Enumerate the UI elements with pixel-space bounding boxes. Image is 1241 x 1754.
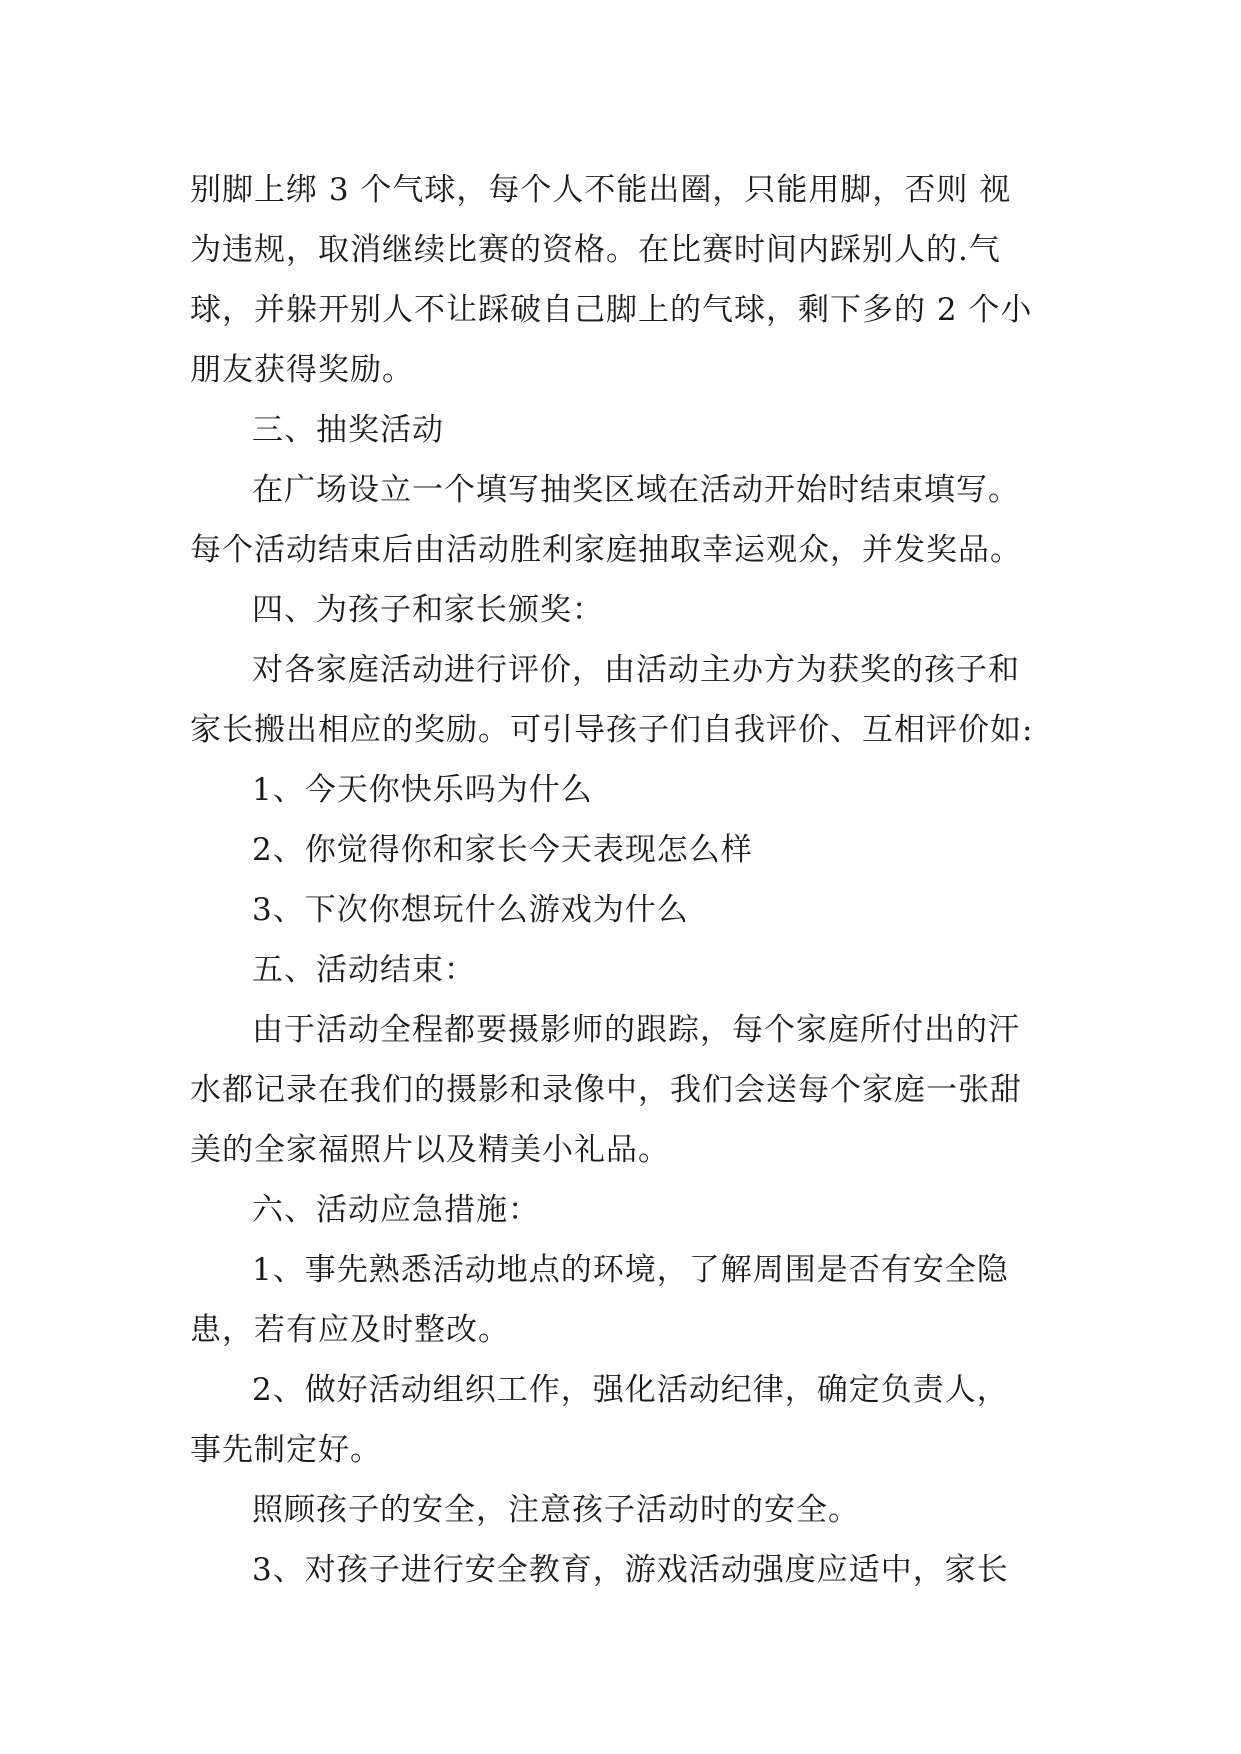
paragraph-line: 家长搬出相应的奖励。可引导孩子们自我评价、互相评价如: [190, 712, 1034, 748]
document-body [190, 160, 1070, 1600]
paragraph-line: 水都记录在我们的摄影和录像中，我们会送每个家庭一张甜 [190, 1072, 1022, 1108]
paragraph-line: 球，并躲开别人不让踩破自己脚上的气球，剩下多的 2 个小 [190, 292, 1033, 328]
list-item: 3、下次你想玩什么游戏为什么 [252, 892, 689, 928]
paragraph-line: 为违规，取消继续比赛的资格。在比赛时间内踩别人的.气 [190, 232, 1001, 268]
paragraph-line: 在广场设立一个填写抽奖区域在活动开始时结束填写。 [252, 472, 1020, 508]
list-item: 1、事先熟悉活动地点的环境，了解周围是否有安全隐 [252, 1252, 1009, 1288]
list-item: 2、你觉得你和家长今天表现怎么样 [252, 832, 753, 868]
paragraph-line: 朋友获得奖励。 [190, 352, 414, 388]
list-item: 3、对孩子进行安全教育，游戏活动强度应适中，家长 [252, 1552, 1009, 1588]
paragraph-line: 由于活动全程都要摄影师的跟踪，每个家庭所付出的汗 [252, 1012, 1020, 1048]
list-item: 2、做好活动组织工作，强化活动纪律，确定负责人， [252, 1372, 1009, 1408]
section-heading: 四、为孩子和家长颁奖： [252, 592, 604, 628]
list-item: 1、今天你快乐吗为什么 [252, 772, 593, 808]
paragraph-line: 别脚上绑 3 个气球，每个人不能出圈，只能用脚，否则 视 [190, 172, 1012, 208]
paragraph-line: 患，若有应及时整改。 [190, 1312, 510, 1348]
paragraph-line: 每个活动结束后由活动胜利家庭抽取幸运观众，并发奖品。 [190, 532, 1022, 568]
paragraph-line: 对各家庭活动进行评价，由活动主办方为获奖的孩子和 [252, 652, 1020, 688]
section-heading: 五、活动结束： [252, 952, 476, 988]
paragraph-line: 照顾孩子的安全，注意孩子活动时的安全。 [252, 1492, 860, 1528]
section-heading: 三、抽奖活动 [252, 412, 444, 448]
paragraph-line: 事先制定好。 [190, 1432, 382, 1468]
section-heading: 六、活动应急措施： [252, 1192, 540, 1228]
paragraph-line: 美的全家福照片以及精美小礼品。 [190, 1132, 670, 1168]
